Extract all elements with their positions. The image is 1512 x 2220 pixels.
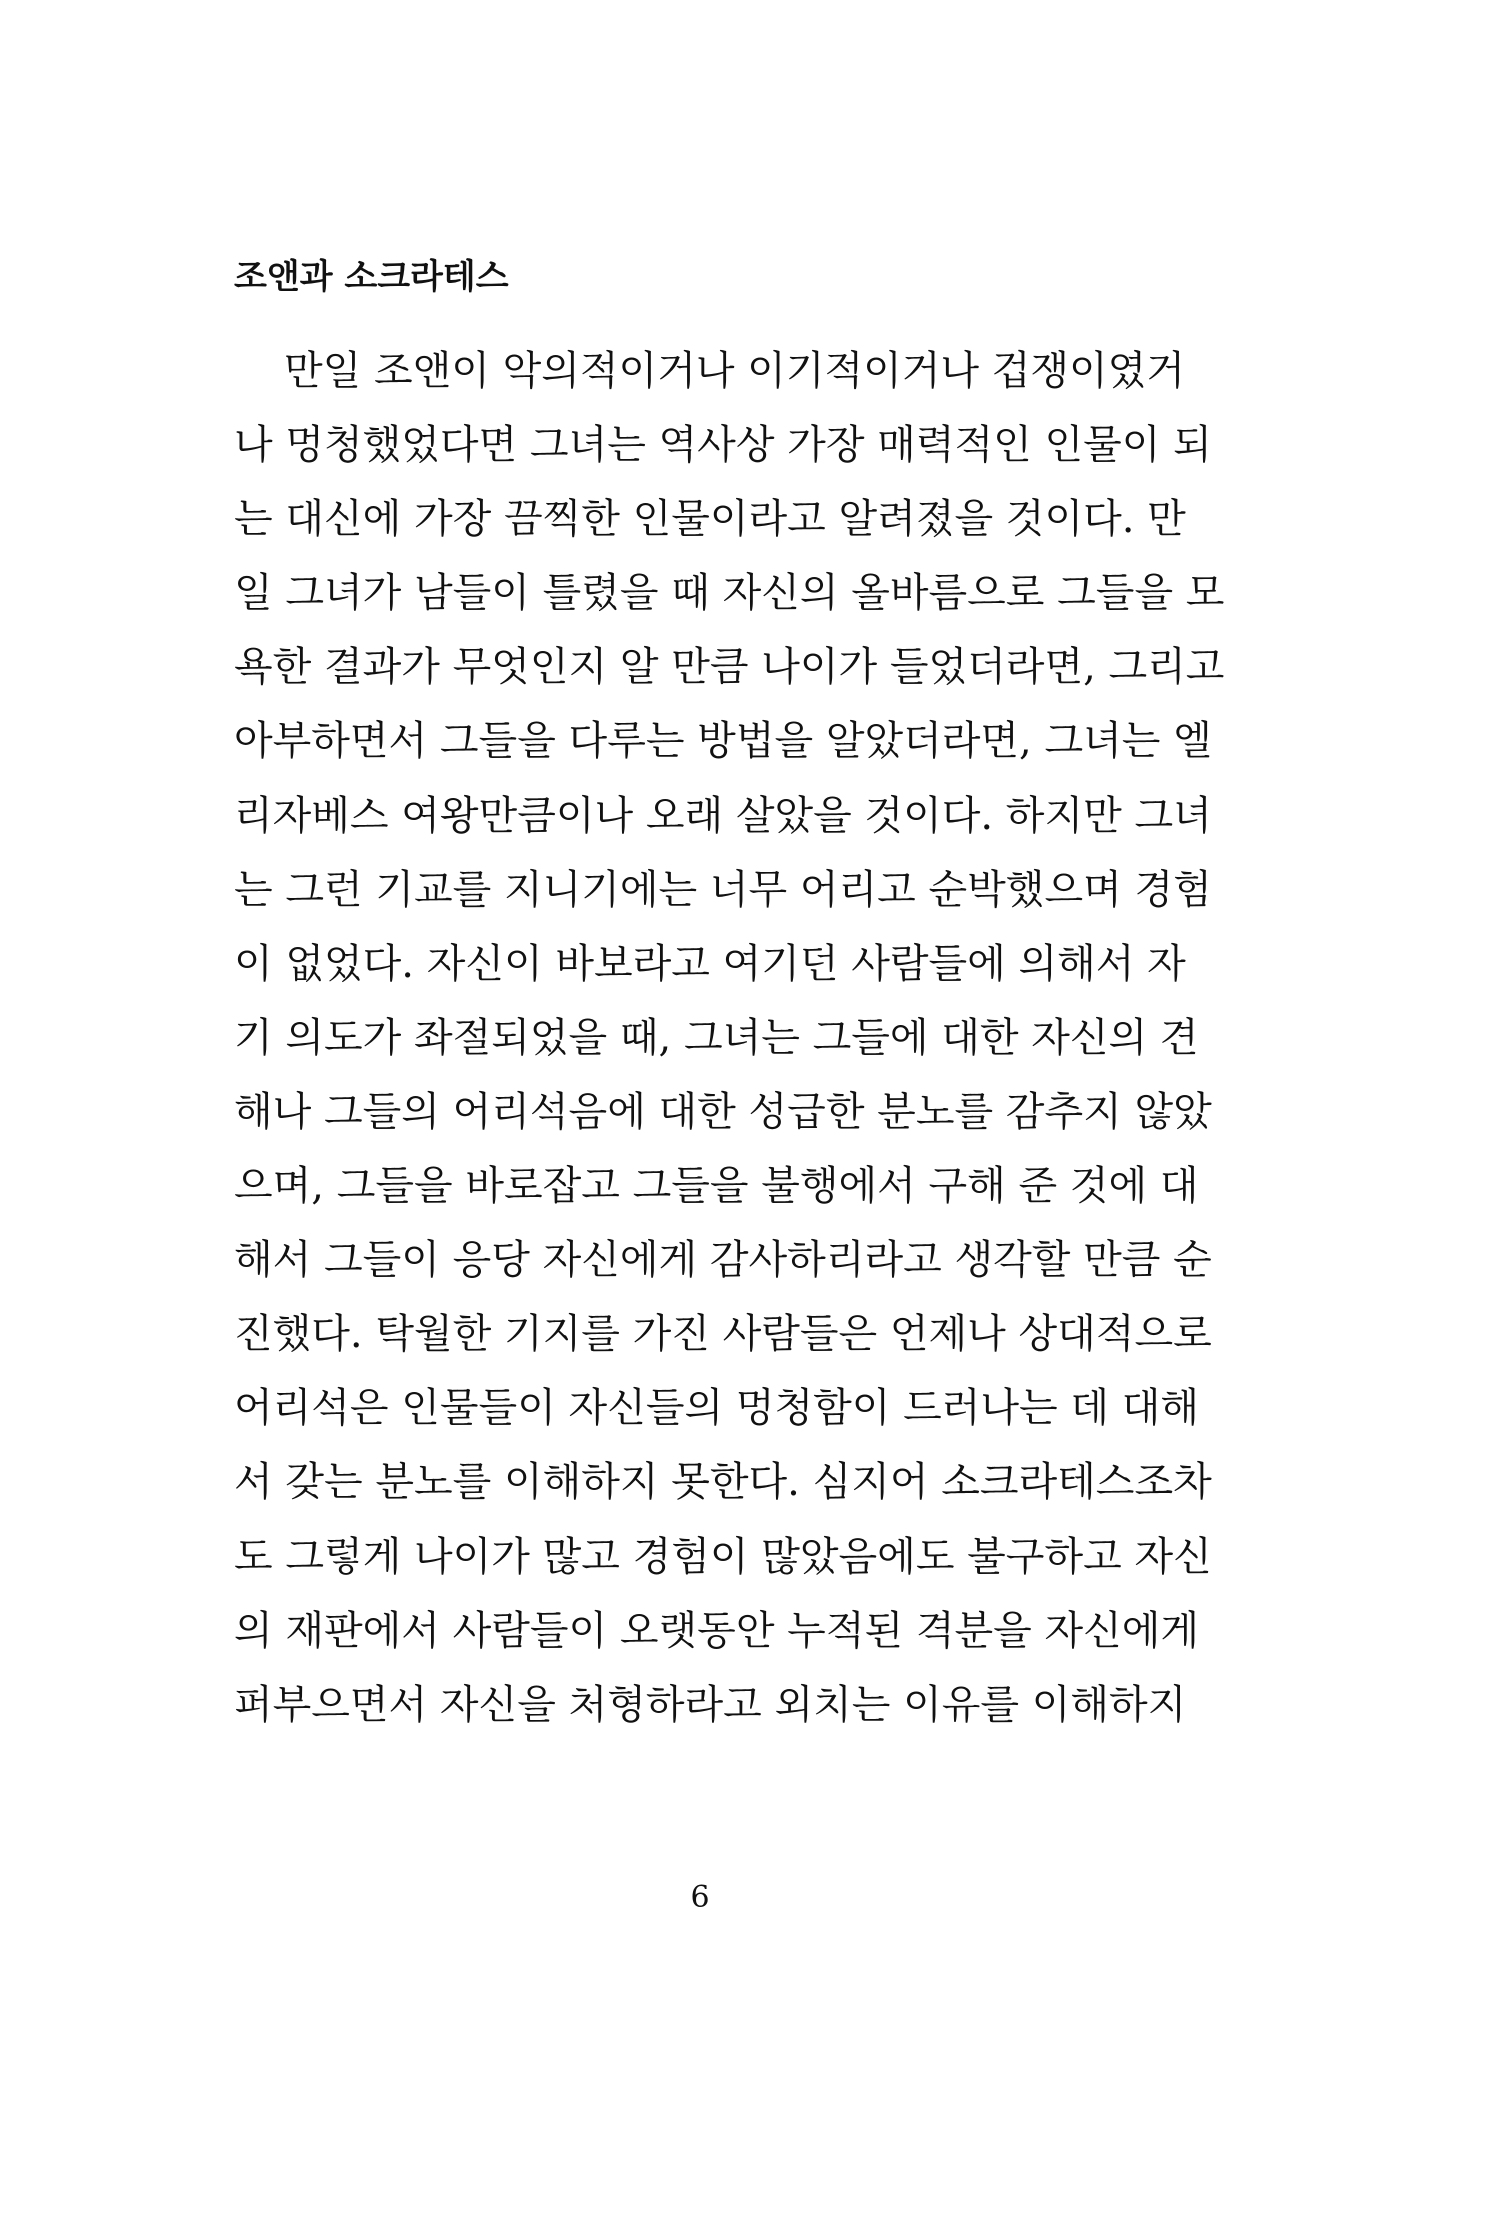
text-line: 어리석은 인물들이 자신들의 멍청함이 드러나는 데 대해 [234,1385,1200,1432]
text-line: 서 갖는 분노를 이해하지 못한다. 심지어 소크라테스조차 [234,1459,1212,1506]
text-line: 도 그렇게 나이가 많고 경험이 많았음에도 불구하고 자신 [234,1533,1212,1580]
text-line: 만일 조앤이 악의적이거나 이기적이거나 겁쟁이였거 [284,348,1185,394]
text-line: 진했다. 탁월한 기지를 가진 사람들은 언제나 상대적으로 [234,1311,1212,1358]
text-line: 일 그녀가 남들이 틀렸을 때 자신의 올바름으로 그들을 모 [234,570,1225,617]
text-line: 으며, 그들을 바로잡고 그들을 불행에서 구해 준 것에 대 [234,1163,1199,1210]
text-line: 해서 그들이 응당 자신에게 감사하리라고 생각할 만큼 순 [234,1237,1212,1284]
text-line: 퍼부으면서 자신을 처형하라고 외치는 이유를 이해하지 [234,1681,1187,1728]
page-number: 6 [690,1880,710,1915]
text-line: 이 없었다. 자신이 바보라고 여기던 사람들에 의해서 자 [234,940,1186,987]
text-line: 나 멍청했었다면 그녀는 역사상 가장 매력적인 인물이 되 [234,422,1212,469]
text-line: 기 의도가 좌절되었을 때, 그녀는 그들에 대한 자신의 견 [234,1014,1199,1061]
text-line: 의 재판에서 사람들이 오랫동안 누적된 격분을 자신에게 [234,1607,1200,1654]
text-line: 리자베스 여왕만큼이나 오래 살았을 것이다. 하지만 그녀 [234,792,1212,839]
text-line: 욕한 결과가 무엇인지 알 만큼 나이가 들었더라면, 그리고 [234,644,1225,691]
body-text [234,334,1225,1742]
text-line: 는 그런 기교를 지니기에는 너무 어리고 순박했으며 경험 [234,866,1212,913]
section-heading: 조앤과 소크라테스 [234,257,509,297]
text-line: 해나 그들의 어리석음에 대한 성급한 분노를 감추지 않았 [234,1088,1212,1135]
text-line: 아부하면서 그들을 다루는 방법을 알았더라면, 그녀는 엘 [234,718,1212,765]
text-line: 는 대신에 가장 끔찍한 인물이라고 알려졌을 것이다. 만 [234,496,1186,543]
